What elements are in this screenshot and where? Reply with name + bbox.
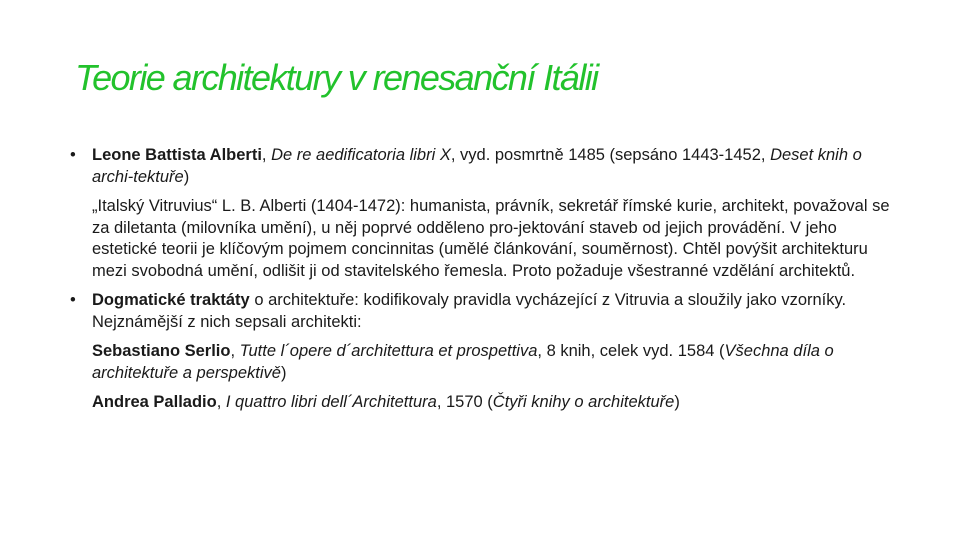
- text-segment: , 8 knih, celek vyd. 1584 (: [537, 342, 725, 360]
- paragraph-text: „Italský Vitruvius“ L. B. Alberti (1404-1472): humanista, právník, sekretář římské kurie, architekt, považoval se za diletanta (milovníka umění), u něj poprvé odděleno pro-jektování staveb od jejich provádění. V jeho estetické teorii je klíčovým pojmem concinnitas (umělé článkování, souměrnost). Chtěl povýšit architekturu mezi svobodná umění, odlišit ji od stavitelského řemesla. Proto požaduje všestranné vzdělání architektů.: [92, 197, 890, 280]
- term: Dogmatické traktáty: [92, 291, 250, 309]
- slide-title: Teorie architektury v renesanční Itálii: [75, 57, 598, 98]
- work-title: I quattro libri dell´Architettura: [225, 393, 437, 411]
- list-item-alberti: [70, 145, 890, 188]
- text-segment: ,: [261, 146, 272, 164]
- text-segment: ): [183, 167, 190, 186]
- text-segment: , vyd. posmrtně 1485 (sepsáno 1443-1452,: [450, 146, 771, 164]
- work-title-czech: Deset knih o archi-tektuře: [92, 146, 862, 186]
- work-title: De re aedificatoria libri X: [271, 146, 451, 164]
- text-segment: ): [280, 363, 287, 382]
- text-segment: ): [674, 393, 680, 411]
- author-name: Andrea Palladio: [92, 393, 217, 411]
- bullet-marker: •: [70, 291, 76, 309]
- work-title-czech: Čtyři knihy o architektuře: [492, 393, 675, 411]
- bullet-marker: •: [70, 146, 76, 164]
- serlio-entry: [70, 341, 890, 384]
- list-item-treatises: [70, 290, 890, 333]
- slide-content: [70, 145, 890, 422]
- alberti-description: [70, 196, 890, 282]
- work-title: Tutte l´opere d´architettura et prospettiva: [239, 342, 538, 360]
- text-segment: ,: [230, 342, 240, 360]
- text-segment: , 1570 (: [436, 393, 493, 411]
- text-segment: ,: [216, 393, 226, 411]
- author-name: Leone Battista Alberti: [92, 146, 262, 164]
- author-name: Sebastiano Serlio: [92, 342, 231, 360]
- work-title-czech: Všechna díla o architektuře a perspektivě: [92, 342, 834, 382]
- palladio-entry: [70, 392, 890, 414]
- text-segment: o architektuře: kodifikovaly pravidla vycházející z Vitruvia a sloužily jako vzorníky. Nejznámější z nich sepsali architekti:: [92, 291, 847, 331]
